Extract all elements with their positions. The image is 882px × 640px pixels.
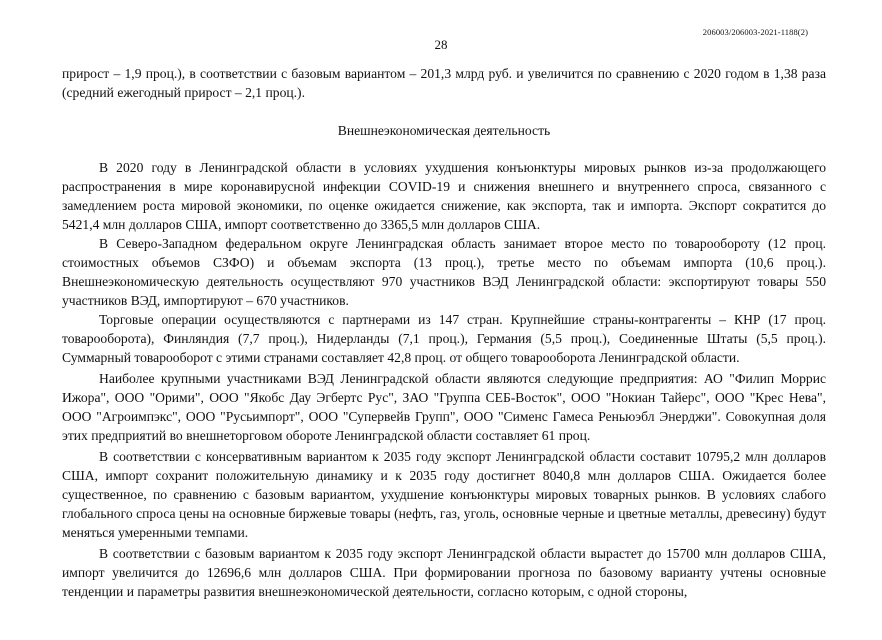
section-title: Внешнеэкономическая деятельность — [337, 123, 551, 138]
paragraph-conservative-scenario: В соответствии с консервативным вариантом к 2035 году экспорт Ленинградской области составит 10795,2 млн долларов США, импорт сохранит положительную динамику и к 2035 году достигнет 8040,8 млн долларов США. Ожидается более существенное, по сравнению с базовым вариантом, ухудшение конъюнктуры мировых товарных рынков. В условиях слабого глобального спроса цены на основные биржевые товары (нефть, газ, уголь, основные черные и цветные металлы, древесину) будут меняться умеренными темпами. — [62, 449, 826, 540]
paragraph-major-participants: Наиболее крупными участниками ВЭД Ленинградской области являются следующие предприятия: АО "Филип Моррис Ижора", ООО "Орими", ООО "Якобс Дау Эгбертс Рус", ЗАО "Группа СЕБ-Восток", ООО "Нокиан Тайерс", ООО "Крес Нева", ООО "Агроимпэкс", ООО "Русьимпорт", ООО "Супервейв Групп", ООО "Сименс Гамеса Реньюэбл Энерджи". Совокупная доля этих предприятий во внешнеторговом обороте Ленинградской области составляет 61 проц. — [62, 371, 826, 443]
document-body — [62, 64, 826, 601]
paragraph-partner-countries: Торговые операции осуществляются с партнерами из 147 стран. Крупнейшие страны-контрагенты – КНР (17 проц. товарооборота), Финляндия (7,7 проц.), Нидерланды (7,1 проц.), Германия (5,5 проц.), Соединенные Штаты (5,5 проц.). Суммарный товарооборот с этими странами составляет 42,8 проц. от общего товарооборота Ленинградской области. — [62, 312, 826, 365]
document-id: 206003/206003-2021-1188(2) — [702, 27, 808, 37]
paragraph-trade-decline: В 2020 году в Ленинградской области в условиях ухудшения конъюнктуры мировых рынков из-за продолжающего распространения в мире коронавирусной инфекции COVID-19 и снижения внешнего и внутреннего спроса, связанного с замедлением роста мировой экономики, по оценке ожидается снижение, как экспорта, так и импорта. Экспорт сократится до 5421,4 млн долларов США, импорт соответственно до 3365,5 млн долларов США. — [62, 160, 826, 232]
paragraph-szfo-ranking: В Северо-Западном федеральном округе Ленинградская область занимает второе место по товарообороту (12 проц. стоимостных объемов СЗФО) и объемам экспорта (13 проц.), третье место по объемам импорта (10,6 проц.). Внешнеэкономическую деятельность осуществляют 970 участников ВЭД Ленинградской области: экспортируют товары 550 участников ВЭД, импортируют – 670 участников. — [62, 236, 826, 308]
intro-paragraph: прирост – 1,9 проц.), в соответствии с базовым вариантом – 201,3 млрд руб. и увеличится по сравнению с 2020 годом в 1,38 раза (средний ежегодный прирост – 2,1 проц.). — [62, 66, 826, 100]
page-number: 28 — [434, 37, 448, 52]
paragraph-base-scenario: В соответствии с базовым вариантом к 2035 году экспорт Ленинградской области вырастет до 15700 млн долларов США, импорт увеличится до 12696,6 млн долларов США. При формировании прогноза по базовому варианту учтены основные тенденции и параметры развития внешнеэкономической деятельности, согласно которым, с одной стороны, — [62, 546, 826, 599]
